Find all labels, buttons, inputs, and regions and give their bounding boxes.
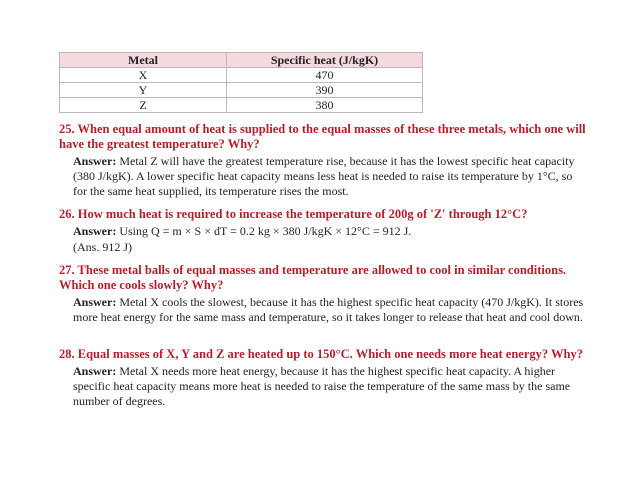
answer-26 (73, 224, 587, 239)
answer-label: Answer: (73, 364, 117, 378)
answer-27 (73, 295, 587, 325)
cell-specific-heat: 380 (227, 98, 423, 113)
answer-label: Answer: (73, 224, 117, 238)
question-28: 28. Equal masses of X, Y and Z are heated up to 150°C. Which one needs more heat energy? Why? (59, 347, 584, 361)
cell-metal: X (60, 68, 227, 83)
cell-specific-heat: 470 (227, 68, 423, 83)
answer-label: Answer: (73, 154, 117, 168)
qa-block-27 (59, 263, 587, 325)
answer-note-26: (Ans. 912 J) (73, 240, 132, 254)
answer-text: Using Q = m × S × dT = 0.2 kg × 380 J/kgK × 12°C = 912 J. (116, 224, 412, 238)
qa-block-26 (59, 207, 587, 255)
answer-25 (73, 154, 587, 199)
column-header-metal: Metal (60, 53, 227, 68)
cell-metal: Z (60, 98, 227, 113)
column-header-specific-heat: Specific heat (J/kgK) (227, 53, 423, 68)
answer-28 (73, 364, 587, 409)
qa-block-28 (59, 347, 587, 409)
answer-text: Metal X cools the slowest, because it has the highest specific heat capacity (470 J/kgK). It stores more heat energy for the same mass and temperature, so it takes longer to release that heat and cool down. (73, 295, 584, 324)
answer-label: Answer: (73, 295, 117, 309)
cell-metal: Y (60, 83, 227, 98)
question-26: 26. How much heat is required to increase the temperature of 200g of 'Z' through 12°C? (59, 207, 528, 221)
table-row (60, 98, 423, 113)
answer-text: Metal X needs more heat energy, because it has the highest specific heat capacity. A higher specific heat capacity means more heat is needed to raise the temperature of the same mass by the same number of degrees. (73, 364, 571, 408)
table-header-row (60, 53, 423, 68)
cell-specific-heat: 390 (227, 83, 423, 98)
question-25: 25. When equal amount of heat is supplied to the equal masses of these three metals, which one will have the greatest temperature? Why? (59, 122, 586, 151)
specific-heat-table (59, 52, 423, 113)
table-row (60, 68, 423, 83)
table-row (60, 83, 423, 98)
qa-block-25 (59, 122, 587, 199)
question-27: 27. These metal balls of equal masses and temperature are allowed to cool in similar conditions. Which one cools slowly? Why? (59, 263, 567, 292)
answer-text: Metal Z will have the greatest temperature rise, because it has the lowest specific heat capacity (380 J/kgK). A lower specific heat capacity means less heat is needed to raise its temperature by 1°C, so for the same heat supplied, its temperature rises the most. (73, 154, 575, 198)
